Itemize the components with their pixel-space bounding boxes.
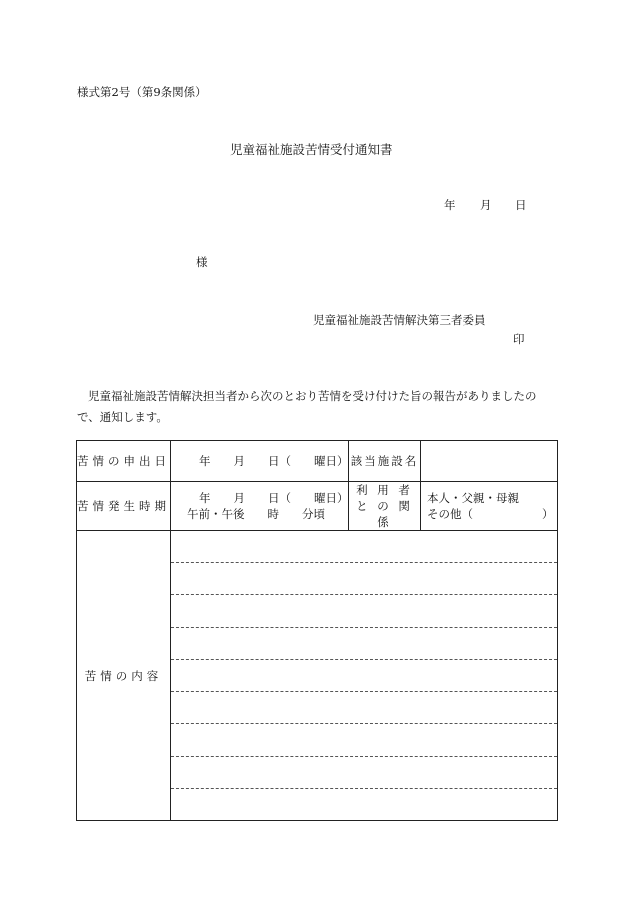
occurrence-date-line: 年 月 日（ 曜日）	[199, 491, 349, 505]
date-year-label: 年	[444, 198, 456, 212]
writing-line[interactable]	[171, 789, 557, 820]
table-row	[77, 482, 558, 531]
occurrence-time-label: 苦情発生時期	[77, 482, 171, 531]
facility-name-label: 該当施設名	[349, 441, 421, 482]
relation-label	[349, 482, 421, 531]
complaint-table	[76, 440, 558, 821]
seal-mark: 印	[513, 332, 525, 346]
relation-label-line-2: と の 関 係	[356, 499, 413, 529]
body-line-2: で、通知します。	[77, 410, 168, 424]
body-paragraph	[77, 386, 537, 428]
relation-options-line-2: その他（ ）	[427, 507, 554, 521]
writing-line[interactable]	[171, 757, 557, 789]
complaint-content-field[interactable]	[171, 531, 558, 821]
table-row	[77, 441, 558, 482]
addressee-honorific: 様	[196, 255, 208, 269]
submission-date-label: 苦情の申出日	[77, 441, 171, 482]
writing-line[interactable]	[171, 595, 557, 627]
writing-line[interactable]	[171, 628, 557, 660]
facility-name-field[interactable]	[421, 441, 558, 482]
occurrence-time-line: 午前・午後 時 分頃	[187, 507, 325, 521]
ruled-lines	[171, 531, 557, 820]
date-month-label: 月	[480, 198, 492, 212]
sender-name: 児童福祉施設苦情解決第三者委員	[313, 313, 486, 327]
writing-line[interactable]	[171, 563, 557, 595]
relation-label-line-1: 利 用 者	[356, 483, 413, 497]
occurrence-time-field[interactable]	[171, 482, 349, 531]
submission-date-field[interactable]: 年 月 日（ 曜日）	[171, 441, 349, 482]
table-row	[77, 531, 558, 821]
writing-line[interactable]	[171, 724, 557, 756]
body-line-1: 児童福祉施設苦情解決担当者から次のとおり苦情を受け付けた旨の報告がありましたの	[88, 389, 537, 403]
writing-line[interactable]	[171, 531, 557, 563]
complaint-content-label: 苦情の内容	[77, 531, 171, 821]
relation-options-line-1: 本人・父親・母親	[427, 491, 519, 505]
form-number-label: 様式第2号（第9条関係）	[77, 85, 207, 99]
writing-line[interactable]	[171, 660, 557, 692]
writing-line[interactable]	[171, 692, 557, 724]
relation-options-field[interactable]	[421, 482, 558, 531]
document-title: 児童福祉施設苦情受付通知書	[230, 142, 393, 157]
date-day-label: 日	[515, 198, 527, 212]
